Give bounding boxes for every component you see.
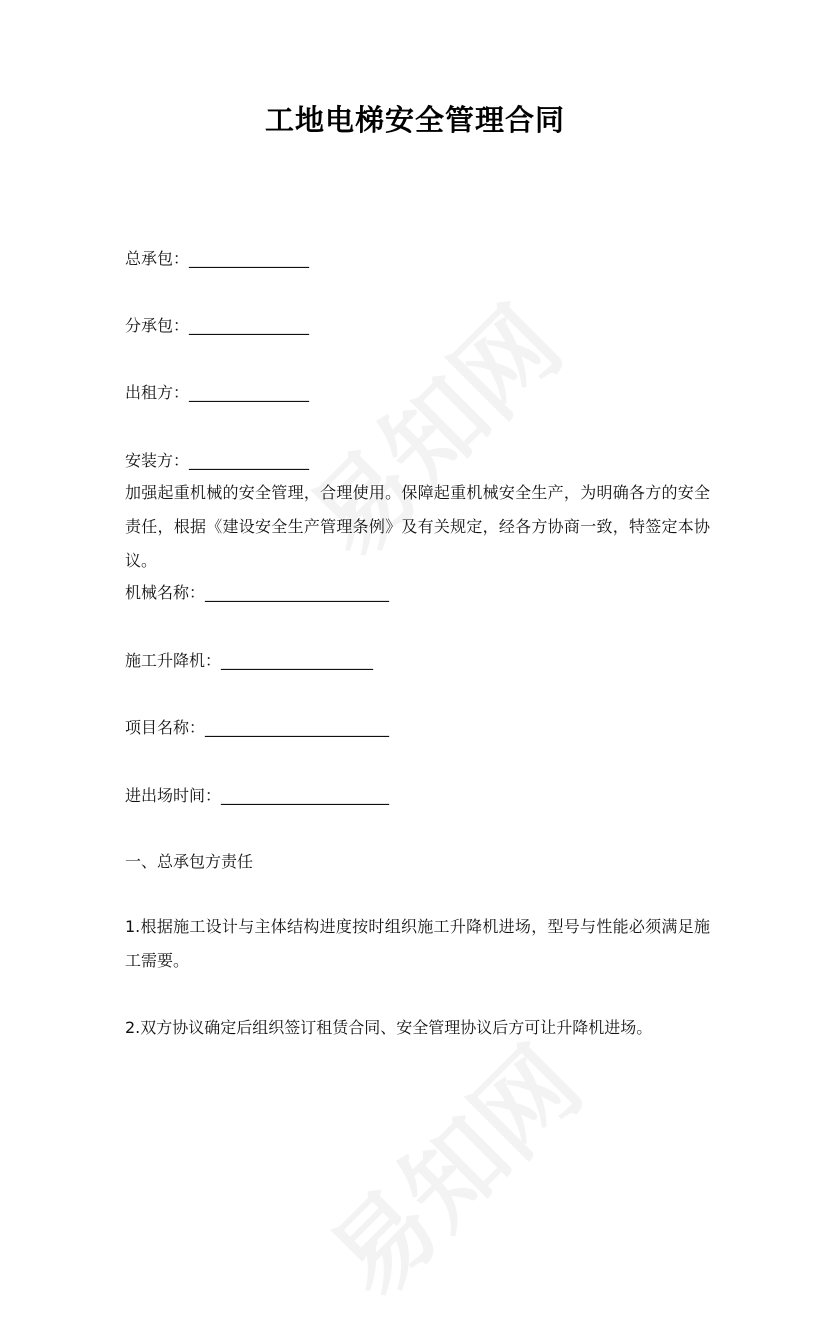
section-heading-general-contractor: 一、总承包方责任 [125, 852, 254, 871]
hoist-field: 施工升降机：___________________ [125, 651, 374, 670]
subcontractor-field: 分承包：_______________ [125, 316, 310, 335]
entry-exit-time-field: 进出场时间：_____________________ [125, 786, 390, 805]
project-name-field: 项目名称：_______________________ [125, 718, 390, 737]
machine-name-field: 机械名称：_______________________ [125, 583, 390, 602]
general-contractor-field: 总承包：_______________ [125, 249, 310, 268]
document-title: 工地电梯安全管理合同 [264, 103, 565, 137]
lessor-field: 出租方：_______________ [125, 383, 310, 402]
installer-field: 安装方：_______________ [125, 451, 310, 470]
intro-paragraph: 加强起重机械的安全管理，合理使用。保障起重机械安全生产，为明确各方的安全责任，根据《建设安全生产管理条例》及有关规定，经各方协商一致，特签定本协议。 [125, 483, 710, 570]
watermark-bottom [293, 1010, 607, 1324]
clause-1: 1.根据施工设计与主体结构进度按时组织施工升降机进场，型号与性能必须满足施工需要。 [125, 917, 710, 970]
clause-2: 2.双方协议确定后组织签订租赁合同、安全管理协议后方可让升降机进场。 [125, 1018, 653, 1037]
